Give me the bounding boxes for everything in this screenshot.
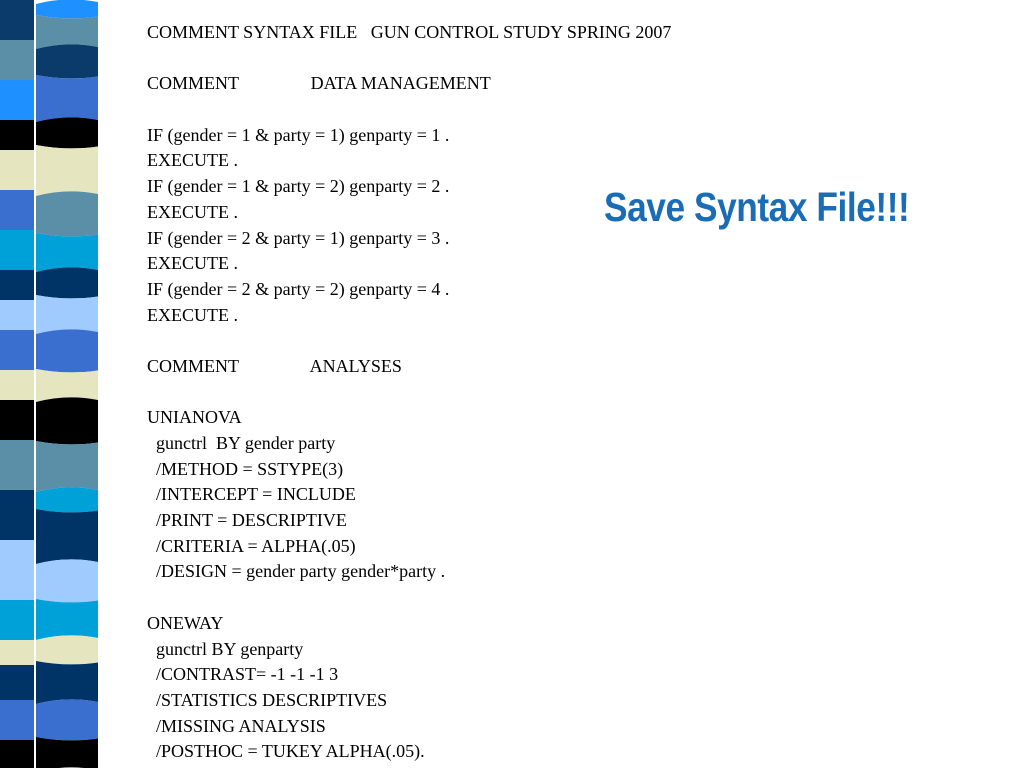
stripe-segment bbox=[36, 75, 98, 122]
syntax-line: gunctrl BY genparty bbox=[147, 638, 304, 659]
decorative-stripe-bar bbox=[0, 0, 110, 768]
stripe-segment bbox=[36, 661, 98, 704]
syntax-line: COMMENT DATA MANAGEMENT bbox=[147, 73, 491, 94]
stripe-segment bbox=[0, 230, 34, 270]
syntax-line: /PRINT = DESCRIPTIVE bbox=[147, 510, 347, 531]
stripe-segment bbox=[36, 441, 98, 492]
syntax-line bbox=[147, 380, 847, 406]
syntax-line: /MISSING ANALYSIS bbox=[147, 715, 326, 736]
stripe-segment bbox=[36, 559, 98, 602]
syntax-line: IF (gender = 2 & party = 2) genparty = 4 . bbox=[147, 278, 450, 299]
stripe-segment bbox=[36, 329, 98, 372]
syntax-line bbox=[147, 97, 847, 123]
syntax-line: /INTERCEPT = INCLUDE bbox=[147, 484, 356, 505]
stripe-segment bbox=[0, 490, 34, 540]
stripe-segment bbox=[36, 44, 98, 78]
syntax-line: EXECUTE . bbox=[147, 253, 238, 274]
stripe-segment bbox=[0, 0, 34, 40]
syntax-line bbox=[147, 46, 847, 72]
stripe-segment bbox=[0, 120, 34, 150]
stripe-segment bbox=[36, 369, 98, 402]
stripe-segment bbox=[0, 40, 34, 80]
stripe-segment bbox=[0, 700, 34, 740]
syntax-line: COMMENT SYNTAX FILE GUN CONTROL STUDY SPRING 2007 bbox=[147, 22, 672, 42]
syntax-code-block bbox=[147, 20, 847, 765]
syntax-line: /DESIGN = gender party gender*party . bbox=[147, 561, 446, 582]
syntax-line: COMMENT ANALYSES bbox=[147, 355, 402, 376]
stripe-segment bbox=[0, 150, 34, 190]
stripe-segment bbox=[36, 267, 98, 298]
stripe-segment bbox=[36, 233, 98, 272]
stripe-pattern bbox=[0, 0, 110, 768]
syntax-line: /POSTHOC = TUKEY ALPHA(.05). bbox=[147, 741, 425, 762]
syntax-line: EXECUTE . bbox=[147, 304, 238, 325]
stripe-segment bbox=[0, 80, 34, 120]
syntax-line bbox=[147, 585, 847, 611]
stripe-segment bbox=[0, 665, 34, 700]
syntax-line: IF (gender = 2 & party = 1) genparty = 3 . bbox=[147, 227, 450, 248]
stripe-segment bbox=[36, 509, 98, 564]
stripe-segment bbox=[0, 400, 34, 440]
stripe-segment bbox=[36, 145, 98, 196]
stripe-segment bbox=[0, 370, 34, 400]
stripe-segment bbox=[36, 635, 98, 664]
stripe-segment bbox=[36, 295, 98, 334]
stripe-segment bbox=[0, 300, 34, 330]
syntax-line: IF (gender = 1 & party = 1) genparty = 1 . bbox=[147, 124, 450, 145]
syntax-line: EXECUTE . bbox=[147, 201, 238, 222]
stripe-segment bbox=[0, 740, 34, 768]
stripe-segment bbox=[36, 397, 98, 444]
stripe-segment bbox=[36, 15, 98, 49]
stripe-segment bbox=[36, 487, 98, 512]
syntax-line: /METHOD = SSTYPE(3) bbox=[147, 458, 344, 479]
stripe-segment bbox=[0, 330, 34, 370]
stripe-divider bbox=[34, 0, 36, 768]
stripe-segment bbox=[0, 190, 34, 230]
syntax-line: UNIANOVA bbox=[147, 407, 242, 428]
stripe-segment bbox=[36, 737, 98, 768]
stripe-segment bbox=[36, 699, 98, 740]
stripe-segment bbox=[0, 600, 34, 640]
save-syntax-callout: Save Syntax File!!! bbox=[604, 184, 910, 230]
stripe-segment bbox=[0, 540, 34, 600]
syntax-line: EXECUTE . bbox=[147, 150, 238, 171]
stripe-segment bbox=[36, 599, 98, 640]
syntax-line: IF (gender = 1 & party = 2) genparty = 2 . bbox=[147, 176, 450, 197]
stripe-segment bbox=[0, 440, 34, 490]
syntax-line bbox=[147, 328, 847, 354]
stripe-segment bbox=[0, 270, 34, 300]
syntax-line: ONEWAY bbox=[147, 612, 224, 633]
stripe-segment bbox=[36, 117, 98, 148]
stripe-segment bbox=[36, 0, 98, 18]
syntax-line: /CONTRAST= -1 -1 -1 3 bbox=[147, 664, 339, 685]
syntax-line: gunctrl BY gender party bbox=[147, 433, 336, 453]
stripe-segment bbox=[0, 640, 34, 665]
stripe-segment bbox=[36, 191, 98, 236]
syntax-line: /STATISTICS DESCRIPTIVES bbox=[147, 689, 388, 710]
syntax-line: /CRITERIA = ALPHA(.05) bbox=[147, 535, 356, 556]
